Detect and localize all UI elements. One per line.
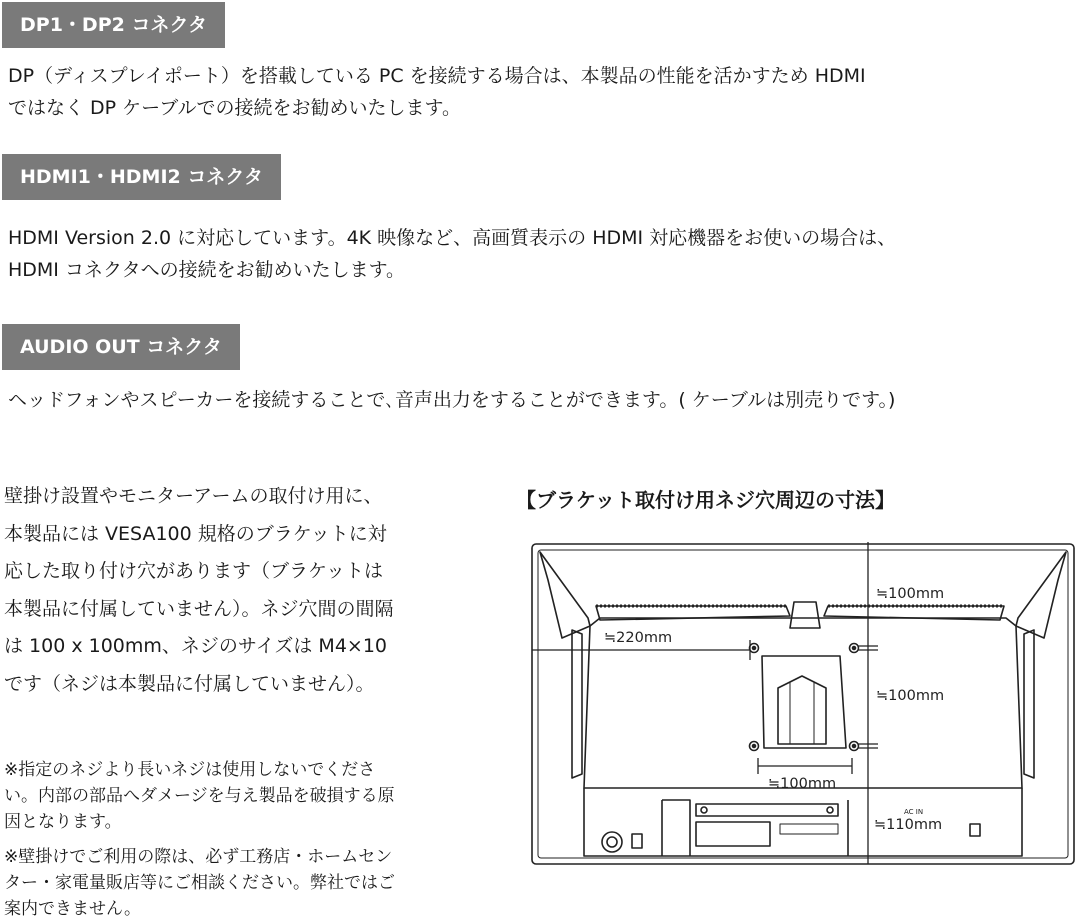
io-panel-outline (584, 788, 1022, 856)
port-screw (827, 807, 833, 813)
text-line: は 100 x 100mm、ネジのサイズは M4×10 (4, 635, 388, 657)
text-line: い。内部の部品へダメージを与え製品を破損する原 (4, 786, 395, 806)
note-wall-mount (4, 844, 474, 922)
screw-hole-center (853, 745, 856, 748)
io-port-block (696, 822, 770, 846)
dim-label-top: ≒100mm (876, 586, 945, 602)
kensington-slot (632, 834, 642, 848)
right-wing (1016, 552, 1066, 638)
dim-label-bottom: ≒110mm (874, 817, 943, 833)
text-line: ター・家電量販店等にご相談ください。弊社ではご (4, 873, 395, 893)
dim-label-vertical: ≒100mm (876, 688, 945, 704)
text-line: ではなく DP ケーブルでの接続をお勧めいたします。 (8, 97, 461, 119)
monitor-inner-outline (538, 550, 1068, 858)
left-wing (540, 552, 590, 638)
section-heading-audio: AUDIO OUT コネクタ (2, 324, 240, 370)
text-line: 壁掛け設置やモニターアームの取付け用に、 (4, 485, 383, 507)
dim-label-side: ≒220mm (604, 630, 673, 646)
figure-title: 【ブラケット取付け用ネジ穴周辺の寸法】 (516, 488, 895, 512)
dim-label-horizontal: ≒100mm (768, 776, 837, 792)
vesa-mount-block (762, 656, 846, 748)
text-line: HDMI Version 2.0 に対応しています。4K 映像など、高画質表示の HDMI 対応機器をお使いの場合は、 (8, 227, 897, 249)
text-line: ヘッドフォンやスピーカーを接続することで､音声出力をすることができます。( ケーブルは別売りです。) (8, 389, 896, 411)
power-button (602, 832, 622, 852)
text-line: です（ネジは本製品に付属していません）。 (4, 672, 375, 695)
screw-hole-center (753, 745, 756, 748)
text-line: 案内できません。 (4, 899, 142, 919)
power-button-inner (607, 837, 617, 847)
monitor-back-diagram (528, 538, 1078, 868)
io-port-small (780, 824, 838, 834)
text-line: 本製品には VESA100 規格のブラケットに対 (4, 522, 387, 545)
text-line: ※壁掛けでご利用の際は、必ず工務店・ホームセン (4, 847, 393, 867)
ac-in-label: AC IN (904, 808, 924, 816)
text-line: ※指定のネジより長いネジは使用しないでくださ (4, 760, 376, 780)
vesa-description (4, 478, 474, 703)
note-screw-length (4, 757, 474, 835)
text-line: 応した取り付け穴があります（ブラケットは (4, 560, 384, 582)
section-heading-dp: DP1・DP2 コネクタ (2, 2, 225, 48)
left-rail (572, 630, 582, 778)
text-line: 本製品に付属していません）。ネジ穴間の間隔 (4, 597, 394, 620)
vesa-mount-inset (778, 676, 826, 744)
section-heading-hdmi: HDMI1・HDMI2 コネクタ (2, 154, 281, 200)
dimension-labels (604, 586, 944, 833)
right-rail (1024, 630, 1034, 778)
section-text-dp (8, 60, 866, 124)
section-text-hdmi (8, 222, 896, 286)
screw-hole-center (753, 647, 756, 650)
text-line: DP（ディスプレイポート）を搭載している PC を接続する場合は、本製品の性能を活かすため HDMI (8, 65, 866, 87)
section-text-audio (8, 384, 895, 416)
io-port-strip (696, 804, 838, 816)
lock-icon (970, 824, 980, 836)
port-screw (701, 807, 707, 813)
text-line: HDMI コネクタへの接続をお勧めいたします。 (8, 259, 406, 281)
text-line: 因となります。 (4, 812, 122, 832)
top-notch (790, 602, 820, 628)
io-bay (662, 800, 690, 856)
screw-hole-center (853, 647, 856, 650)
